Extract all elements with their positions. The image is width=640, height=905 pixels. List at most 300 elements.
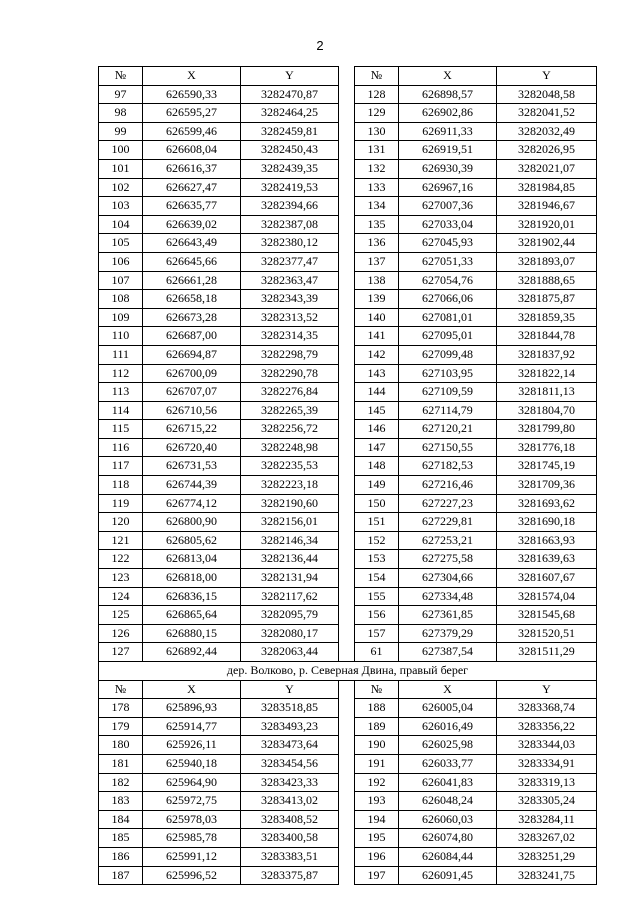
point-number: 190 (355, 736, 399, 755)
table-row (99, 364, 597, 383)
point-number: 123 (99, 569, 143, 588)
point-number: 108 (99, 290, 143, 309)
point-number: 103 (99, 197, 143, 216)
point-number: 126 (99, 624, 143, 643)
y-coordinate: 3282459,81 (241, 122, 339, 141)
x-coordinate: 626865,64 (143, 606, 241, 625)
x-coordinate: 626074,80 (399, 829, 497, 848)
y-coordinate: 3283400,58 (241, 829, 339, 848)
column-gap (339, 494, 355, 513)
point-number: 98 (99, 104, 143, 123)
column-gap (339, 754, 355, 773)
y-coordinate: 3282464,25 (241, 104, 339, 123)
point-number: 184 (99, 810, 143, 829)
point-number: 133 (355, 178, 399, 197)
x-coordinate: 627095,01 (399, 327, 497, 346)
y-coordinate: 3281837,92 (497, 345, 597, 364)
table-row (99, 252, 597, 271)
point-number: 141 (355, 327, 399, 346)
x-coordinate: 626645,66 (143, 252, 241, 271)
x-coordinate: 626911,33 (399, 122, 497, 141)
column-gap (339, 252, 355, 271)
point-number: 148 (355, 457, 399, 476)
column-gap (339, 569, 355, 588)
point-number: 185 (99, 829, 143, 848)
y-coordinate: 3282021,07 (497, 159, 597, 178)
column-gap (339, 420, 355, 439)
y-coordinate: 3281690,18 (497, 513, 597, 532)
table-row (99, 197, 597, 216)
x-coordinate: 626643,49 (143, 234, 241, 253)
y-coordinate: 3282063,44 (241, 643, 339, 662)
y-coordinate: 3282146,34 (241, 531, 339, 550)
point-number: 195 (355, 829, 399, 848)
x-coordinate: 627114,79 (399, 401, 497, 420)
x-coordinate: 626967,16 (399, 178, 497, 197)
point-number: 197 (355, 866, 399, 885)
table-row (99, 606, 597, 625)
y-coordinate: 3282377,47 (241, 252, 339, 271)
x-coordinate: 627066,06 (399, 290, 497, 309)
y-coordinate: 3281893,07 (497, 252, 597, 271)
point-number: 186 (99, 847, 143, 866)
x-coordinate: 626800,90 (143, 513, 241, 532)
point-number: 153 (355, 550, 399, 569)
x-coordinate: 626919,51 (399, 141, 497, 160)
column-gap (339, 67, 355, 86)
point-number: 99 (99, 122, 143, 141)
point-number: 117 (99, 457, 143, 476)
y-coordinate: 3283493,23 (241, 717, 339, 736)
point-number: 144 (355, 383, 399, 402)
table-row (99, 383, 597, 402)
y-coordinate: 3282117,62 (241, 587, 339, 606)
y-coordinate: 3281776,18 (497, 438, 597, 457)
y-coordinate: 3282298,79 (241, 345, 339, 364)
point-number: 113 (99, 383, 143, 402)
x-coordinate: 627275,58 (399, 550, 497, 569)
column-gap (339, 290, 355, 309)
y-coordinate: 3282095,79 (241, 606, 339, 625)
point-number: 152 (355, 531, 399, 550)
x-coordinate: 626658,18 (143, 290, 241, 309)
y-coordinate: 3283454,56 (241, 754, 339, 773)
y-coordinate: 3283344,03 (497, 736, 597, 755)
y-coordinate: 3281811,13 (497, 383, 597, 402)
x-coordinate: 626818,00 (143, 569, 241, 588)
x-coordinate: 627150,55 (399, 438, 497, 457)
table-row (99, 866, 597, 885)
y-coordinate: 3282419,53 (241, 178, 339, 197)
x-coordinate: 626016,49 (399, 717, 497, 736)
point-number: 136 (355, 234, 399, 253)
header-num: № (99, 67, 143, 86)
point-number: 187 (99, 866, 143, 885)
column-gap (339, 85, 355, 104)
x-coordinate: 626744,39 (143, 476, 241, 495)
point-number: 120 (99, 513, 143, 532)
y-coordinate: 3282387,08 (241, 215, 339, 234)
y-coordinate: 3282041,52 (497, 104, 597, 123)
y-coordinate: 3282235,53 (241, 457, 339, 476)
column-gap (339, 680, 355, 699)
y-coordinate: 3281709,36 (497, 476, 597, 495)
y-coordinate: 3282026,95 (497, 141, 597, 160)
point-number: 101 (99, 159, 143, 178)
x-coordinate: 627099,48 (399, 345, 497, 364)
column-gap (339, 122, 355, 141)
x-coordinate: 627216,46 (399, 476, 497, 495)
point-number: 112 (99, 364, 143, 383)
x-coordinate: 627361,85 (399, 606, 497, 625)
y-coordinate: 3281920,01 (497, 215, 597, 234)
table-row (99, 271, 597, 290)
x-coordinate: 625991,12 (143, 847, 241, 866)
point-number: 156 (355, 606, 399, 625)
table-row (99, 122, 597, 141)
y-coordinate: 3282032,49 (497, 122, 597, 141)
y-coordinate: 3283473,64 (241, 736, 339, 755)
point-number: 180 (99, 736, 143, 755)
y-coordinate: 3283413,02 (241, 792, 339, 811)
column-gap (339, 159, 355, 178)
column-gap (339, 643, 355, 662)
y-coordinate: 3281663,93 (497, 531, 597, 550)
point-number: 111 (99, 345, 143, 364)
point-number: 182 (99, 773, 143, 792)
point-number: 179 (99, 717, 143, 736)
column-gap (339, 587, 355, 606)
y-coordinate: 3281859,35 (497, 308, 597, 327)
y-coordinate: 3281946,67 (497, 197, 597, 216)
table-row (99, 159, 597, 178)
column-gap (339, 234, 355, 253)
column-gap (339, 531, 355, 550)
point-number: 125 (99, 606, 143, 625)
x-coordinate: 625996,52 (143, 866, 241, 885)
point-number: 189 (355, 717, 399, 736)
table-row (99, 643, 597, 662)
point-number: 137 (355, 252, 399, 271)
y-coordinate: 3283375,87 (241, 866, 339, 885)
column-gap (339, 550, 355, 569)
table-row (99, 792, 597, 811)
header-y: Y (497, 67, 597, 86)
point-number: 132 (355, 159, 399, 178)
x-coordinate: 626715,22 (143, 420, 241, 439)
x-coordinate: 626813,04 (143, 550, 241, 569)
header-num: № (355, 680, 399, 699)
column-gap (339, 476, 355, 495)
x-coordinate: 626639,02 (143, 215, 241, 234)
point-number: 135 (355, 215, 399, 234)
header-row (99, 67, 597, 86)
table-row (99, 104, 597, 123)
point-number: 118 (99, 476, 143, 495)
point-number: 178 (99, 699, 143, 718)
point-number: 145 (355, 401, 399, 420)
y-coordinate: 3282343,39 (241, 290, 339, 309)
x-coordinate: 626673,28 (143, 308, 241, 327)
y-coordinate: 3281875,87 (497, 290, 597, 309)
y-coordinate: 3283423,33 (241, 773, 339, 792)
point-number: 116 (99, 438, 143, 457)
point-number: 181 (99, 754, 143, 773)
point-number: 121 (99, 531, 143, 550)
point-number: 124 (99, 587, 143, 606)
x-coordinate: 627379,29 (399, 624, 497, 643)
y-coordinate: 3281844,78 (497, 327, 597, 346)
column-gap (339, 866, 355, 885)
table-row (99, 290, 597, 309)
point-number: 100 (99, 141, 143, 160)
column-gap (339, 271, 355, 290)
table-row (99, 569, 597, 588)
y-coordinate: 3282223,18 (241, 476, 339, 495)
x-coordinate: 626880,15 (143, 624, 241, 643)
x-coordinate: 626805,62 (143, 531, 241, 550)
y-coordinate: 3283284,11 (497, 810, 597, 829)
x-coordinate: 627051,33 (399, 252, 497, 271)
y-coordinate: 3283241,75 (497, 866, 597, 885)
point-number: 154 (355, 569, 399, 588)
x-coordinate: 626048,24 (399, 792, 497, 811)
y-coordinate: 3282380,12 (241, 234, 339, 253)
y-coordinate: 3283319,13 (497, 773, 597, 792)
point-number: 130 (355, 122, 399, 141)
table-row (99, 141, 597, 160)
y-coordinate: 3281902,44 (497, 234, 597, 253)
column-gap (339, 736, 355, 755)
y-coordinate: 3282314,35 (241, 327, 339, 346)
y-coordinate: 3282313,52 (241, 308, 339, 327)
table-row (99, 810, 597, 829)
point-number: 122 (99, 550, 143, 569)
x-coordinate: 625964,90 (143, 773, 241, 792)
y-coordinate: 3282450,43 (241, 141, 339, 160)
point-number: 191 (355, 754, 399, 773)
column-gap (339, 457, 355, 476)
x-coordinate: 626898,57 (399, 85, 497, 104)
x-coordinate: 625896,93 (143, 699, 241, 718)
x-coordinate: 627304,66 (399, 569, 497, 588)
y-coordinate: 3281745,19 (497, 457, 597, 476)
y-coordinate: 3282439,35 (241, 159, 339, 178)
x-coordinate: 627334,48 (399, 587, 497, 606)
header-y: Y (241, 67, 339, 86)
x-coordinate: 626700,09 (143, 364, 241, 383)
table-row (99, 773, 597, 792)
table-row (99, 494, 597, 513)
x-coordinate: 626694,87 (143, 345, 241, 364)
x-coordinate: 626590,33 (143, 85, 241, 104)
x-coordinate: 626608,04 (143, 141, 241, 160)
x-coordinate: 625985,78 (143, 829, 241, 848)
x-coordinate: 626616,37 (143, 159, 241, 178)
x-coordinate: 626687,00 (143, 327, 241, 346)
x-coordinate: 626060,03 (399, 810, 497, 829)
x-coordinate: 626731,53 (143, 457, 241, 476)
point-number: 196 (355, 847, 399, 866)
y-coordinate: 3283408,52 (241, 810, 339, 829)
point-number: 128 (355, 85, 399, 104)
y-coordinate: 3282136,44 (241, 550, 339, 569)
point-number: 140 (355, 308, 399, 327)
point-number: 149 (355, 476, 399, 495)
x-coordinate: 626720,40 (143, 438, 241, 457)
x-coordinate: 627007,36 (399, 197, 497, 216)
x-coordinate: 626661,28 (143, 271, 241, 290)
x-coordinate: 627054,76 (399, 271, 497, 290)
table-row (99, 699, 597, 718)
y-coordinate: 3282276,84 (241, 383, 339, 402)
x-coordinate: 627229,81 (399, 513, 497, 532)
point-number: 107 (99, 271, 143, 290)
point-number: 150 (355, 494, 399, 513)
y-coordinate: 3283356,22 (497, 717, 597, 736)
x-coordinate: 626902,86 (399, 104, 497, 123)
point-number: 129 (355, 104, 399, 123)
point-number: 138 (355, 271, 399, 290)
x-coordinate: 627120,21 (399, 420, 497, 439)
table-row (99, 401, 597, 420)
column-gap (339, 829, 355, 848)
column-gap (339, 383, 355, 402)
x-coordinate: 626707,07 (143, 383, 241, 402)
x-coordinate: 626033,77 (399, 754, 497, 773)
y-coordinate: 3282048,58 (497, 85, 597, 104)
x-coordinate: 626930,39 (399, 159, 497, 178)
column-gap (339, 847, 355, 866)
y-coordinate: 3283305,24 (497, 792, 597, 811)
table-row (99, 531, 597, 550)
x-coordinate: 626836,15 (143, 587, 241, 606)
y-coordinate: 3282265,39 (241, 401, 339, 420)
x-coordinate: 627033,04 (399, 215, 497, 234)
x-coordinate: 626599,46 (143, 122, 241, 141)
y-coordinate: 3283518,85 (241, 699, 339, 718)
header-y: Y (241, 680, 339, 699)
x-coordinate: 627182,53 (399, 457, 497, 476)
section-caption: дер. Волково, р. Северная Двина, правый берег (99, 662, 597, 681)
y-coordinate: 3281822,14 (497, 364, 597, 383)
point-number: 131 (355, 141, 399, 160)
y-coordinate: 3282256,72 (241, 420, 339, 439)
y-coordinate: 3283383,51 (241, 847, 339, 866)
x-coordinate: 626710,56 (143, 401, 241, 420)
page-number: 2 (316, 38, 324, 53)
table-row (99, 829, 597, 848)
y-coordinate: 3281804,70 (497, 401, 597, 420)
point-number: 194 (355, 810, 399, 829)
y-coordinate: 3283251,29 (497, 847, 597, 866)
column-gap (339, 197, 355, 216)
point-number: 109 (99, 308, 143, 327)
table-row (99, 624, 597, 643)
x-coordinate: 627253,21 (399, 531, 497, 550)
header-x: X (399, 680, 497, 699)
x-coordinate: 625926,11 (143, 736, 241, 755)
point-number: 188 (355, 699, 399, 718)
point-number: 143 (355, 364, 399, 383)
column-gap (339, 773, 355, 792)
point-number: 192 (355, 773, 399, 792)
table-row (99, 587, 597, 606)
point-number: 142 (355, 345, 399, 364)
header-num: № (99, 680, 143, 699)
column-gap (339, 606, 355, 625)
table-row (99, 513, 597, 532)
x-coordinate: 625978,03 (143, 810, 241, 829)
header-num: № (355, 67, 399, 86)
point-number: 127 (99, 643, 143, 662)
column-gap (339, 364, 355, 383)
header-x: X (143, 67, 241, 86)
y-coordinate: 3281984,85 (497, 178, 597, 197)
column-gap (339, 215, 355, 234)
column-gap (339, 810, 355, 829)
table-row (99, 178, 597, 197)
y-coordinate: 3281520,51 (497, 624, 597, 643)
column-gap (339, 308, 355, 327)
y-coordinate: 3282248,98 (241, 438, 339, 457)
y-coordinate: 3281545,68 (497, 606, 597, 625)
column-gap (339, 717, 355, 736)
column-gap (339, 401, 355, 420)
y-coordinate: 3283334,91 (497, 754, 597, 773)
y-coordinate: 3282156,01 (241, 513, 339, 532)
table-row (99, 847, 597, 866)
point-number: 104 (99, 215, 143, 234)
point-number: 105 (99, 234, 143, 253)
point-number: 193 (355, 792, 399, 811)
x-coordinate: 626084,44 (399, 847, 497, 866)
point-number: 114 (99, 401, 143, 420)
table-row (99, 736, 597, 755)
y-coordinate: 3281888,65 (497, 271, 597, 290)
y-coordinate: 3282394,66 (241, 197, 339, 216)
point-number: 183 (99, 792, 143, 811)
point-number: 110 (99, 327, 143, 346)
point-number: 106 (99, 252, 143, 271)
table-row (99, 457, 597, 476)
column-gap (339, 624, 355, 643)
point-number: 139 (355, 290, 399, 309)
table-row (99, 327, 597, 346)
x-coordinate: 627227,23 (399, 494, 497, 513)
point-number: 97 (99, 85, 143, 104)
table-row (99, 550, 597, 569)
table-row (99, 420, 597, 439)
header-y: Y (497, 680, 597, 699)
y-coordinate: 3282363,47 (241, 271, 339, 290)
x-coordinate: 627045,93 (399, 234, 497, 253)
y-coordinate: 3281799,80 (497, 420, 597, 439)
y-coordinate: 3281574,04 (497, 587, 597, 606)
point-number: 157 (355, 624, 399, 643)
y-coordinate: 3281511,29 (497, 643, 597, 662)
x-coordinate: 625914,77 (143, 717, 241, 736)
column-gap (339, 699, 355, 718)
column-gap (339, 327, 355, 346)
x-coordinate: 626627,47 (143, 178, 241, 197)
y-coordinate: 3282190,60 (241, 494, 339, 513)
table-row (99, 85, 597, 104)
point-number: 155 (355, 587, 399, 606)
column-gap (339, 345, 355, 364)
section-caption-row (99, 662, 597, 681)
table-row (99, 717, 597, 736)
